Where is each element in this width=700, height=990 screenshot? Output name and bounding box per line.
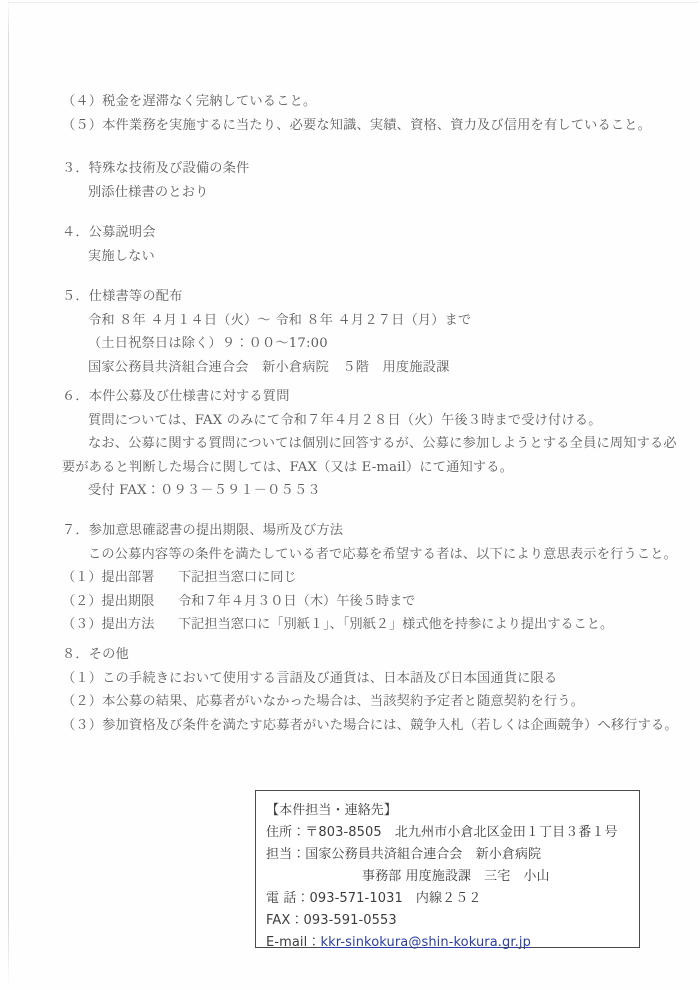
contact-address: 住所：〒803-8505 北九州市小倉北区金田１丁目３番１号 xyxy=(266,825,618,840)
scan-edge-top xyxy=(8,2,698,3)
section-7-item-3-label: （３）提出方法 xyxy=(62,617,155,633)
section-5-heading: ５．仕様書等の配布 xyxy=(62,289,183,304)
section-6-block xyxy=(62,385,677,503)
contact-organization: 担当：国家公務員共済組合連合会 新小倉病院 xyxy=(266,847,542,862)
section-4-heading: ４．公募説明会 xyxy=(62,225,156,240)
section-6-heading: ６．本件公募及び仕様書に対する質問 xyxy=(62,389,290,404)
section-6-line-3: 要があると判断した場合に関しては、FAX（又は E-mail）にて通知する。 xyxy=(62,459,514,475)
section-7-item-2-label: （２）提出期限 xyxy=(62,593,155,609)
section-8-item-3: （３）参加資格及び条件を満たす応募者がいた場合には、競争入札（若しくは企画競争）へ移行する。 xyxy=(62,717,678,733)
section-5-block xyxy=(62,285,471,379)
section-5-place: 国家公務員共済組合連合会 新小倉病院 ５階 用度施設課 xyxy=(88,359,450,375)
section-7-item-2-value: 令和７年４月３０日（木）午後５時まで xyxy=(178,593,416,609)
section-8-item-2: （２）本公募の結果、応募者がいなかった場合は、当該契約予定者と随意契約を行う。 xyxy=(62,694,585,710)
section-6-line-1: 質問については、FAX のみにて令和７年４月２８日（火）午後３時まで受け付ける。 xyxy=(88,412,602,428)
section-7-heading: ７．参加意思確認書の提出期限、場所及び方法 xyxy=(62,523,344,538)
section-7-item-2 xyxy=(62,590,677,614)
section-7-item-1 xyxy=(62,566,677,590)
contact-email-link[interactable]: kkr-sinkokura@shin-kokura.gr.jp xyxy=(320,935,531,950)
section-8-heading: ８．その他 xyxy=(62,647,129,662)
section-7-item-1-label: （１）提出部署 xyxy=(62,570,155,586)
section-6-line-2: なお、公募に関する質問については個別に回答するが、公募に参加しようとする全員に周知する必 xyxy=(88,436,677,452)
contact-email-label: E-mail： xyxy=(266,935,321,950)
section-3-block xyxy=(62,157,249,204)
section-5-period: 令和 ８年 ４月１４日（火）～ 令和 ８年 ４月２７日（月）まで xyxy=(88,312,472,328)
section-4-block xyxy=(62,221,156,268)
qualification-item-5: （５）本件業務を実施するに当たり、必要な知識、実績、資格、資力及び信用を有していること。 xyxy=(62,117,652,133)
section-7-item-1-value: 下記担当窓口に同じ xyxy=(178,570,297,586)
section-7-item-3 xyxy=(62,613,677,637)
contact-box-title: 【本件担当・連絡先】 xyxy=(266,803,398,818)
section-7-block xyxy=(62,519,677,637)
contact-box xyxy=(255,790,640,948)
section-4-body: 実施しない xyxy=(88,248,155,264)
section-3-body: 別添仕様書のとおり xyxy=(88,184,209,200)
section-8-item-1: （１）この手続きにおいて使用する言語及び通貨は、日本語及び日本国通貨に限る xyxy=(62,670,558,686)
contact-department: 事務部 用度施設課 三宅 小山 xyxy=(362,869,550,884)
section-3-heading: ３．特殊な技術及び設備の条件 xyxy=(62,161,250,176)
qualification-item-4: （４）税金を遅滞なく完納していること。 xyxy=(62,94,317,109)
section-7-item-3-value: 下記担当窓口に「別紙１」、「別紙２」様式他を持参により提出すること。 xyxy=(178,617,614,633)
contact-email-row xyxy=(266,932,639,954)
contact-phone: 電 話：093-571-1031 内線２５２ xyxy=(266,891,482,906)
scan-edge-left xyxy=(8,0,9,990)
section-6-fax-line: 受付 FAX：０９３－５９１－０５５３ xyxy=(88,483,321,499)
section-7-intro: この公募内容等の条件を満たしている者で応募を希望する者は、以下により意思表示を行うこと。 xyxy=(88,546,678,562)
qualifications-continued-block xyxy=(62,90,651,137)
contact-fax: FAX：093-591-0553 xyxy=(266,913,397,928)
section-8-block xyxy=(62,643,678,737)
section-5-hours: （土日祝祭日は除く）９：００～17:00 xyxy=(88,336,328,352)
